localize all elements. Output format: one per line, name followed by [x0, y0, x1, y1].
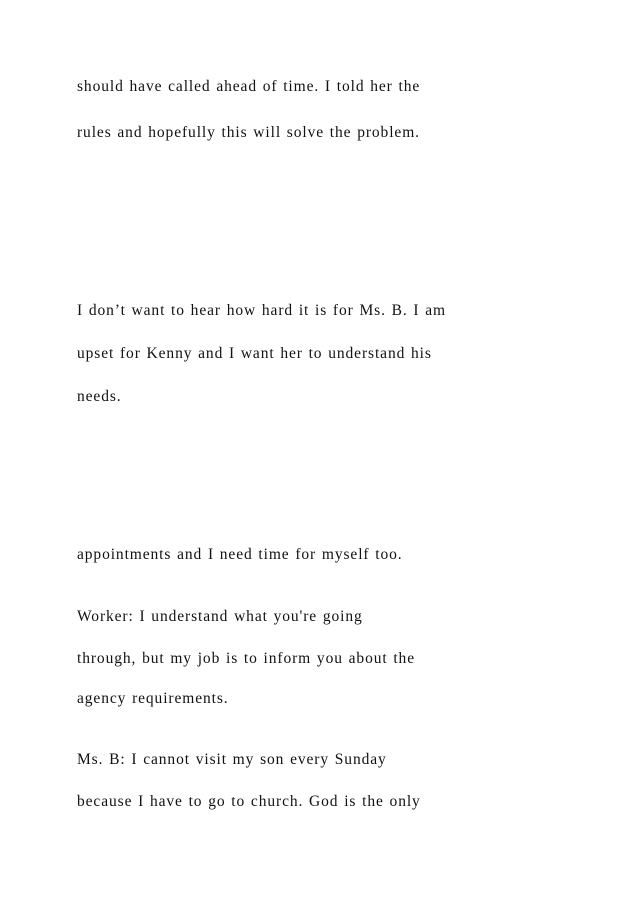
- text-line: needs.: [77, 388, 122, 405]
- text-line: because I have to go to church. God is the only: [77, 793, 421, 810]
- text-line: appointments and I need time for myself too.: [77, 546, 403, 563]
- text-line: agency requirements.: [77, 690, 229, 707]
- text-line: Ms. B: I cannot visit my son every Sunday: [77, 751, 387, 768]
- text-line: rules and hopefully this will solve the problem.: [77, 124, 420, 141]
- text-line: Worker: I understand what you're going: [77, 608, 363, 625]
- text-line: I don’t want to hear how hard it is for Ms. B. I am: [77, 302, 446, 319]
- text-line: should have called ahead of time. I told her the: [77, 78, 421, 95]
- text-line: upset for Kenny and I want her to understand his: [77, 345, 432, 362]
- text-line: through, but my job is to inform you about the: [77, 650, 415, 667]
